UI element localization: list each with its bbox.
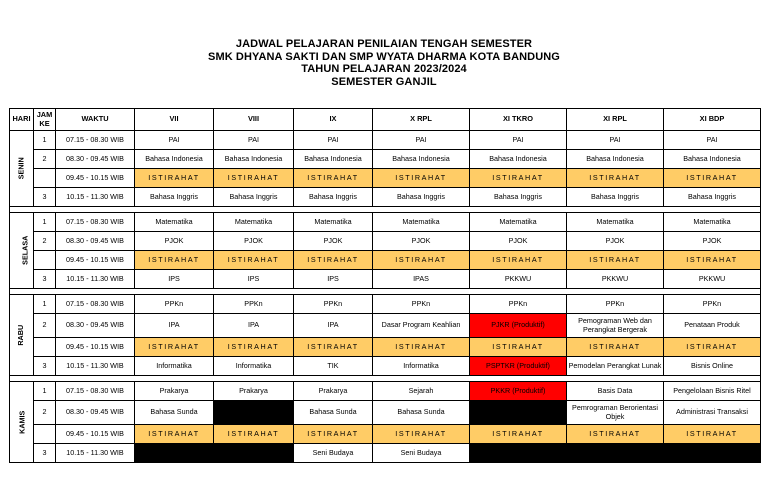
subject-cell: Basis Data [567,382,664,401]
subject-cell: Bahasa Inggris [214,188,294,207]
subject-cell: Bahasa Inggris [664,188,761,207]
jam-ke-cell: 2 [34,232,56,251]
break-cell: ISTIRAHAT [664,425,761,444]
subject-cell: PAI [470,131,567,150]
subject-cell: Administrasi Transaksi [664,401,761,425]
header-class-ix: IX [294,109,373,131]
break-row [10,169,761,188]
empty-cell [470,401,567,425]
jam-ke-cell: 2 [34,401,56,425]
break-cell: ISTIRAHAT [294,425,373,444]
jam-ke-cell: 3 [34,188,56,207]
subject-cell: PJOK [664,232,761,251]
subject-cell: Matematika [214,213,294,232]
subject-cell: PPKn [294,295,373,314]
subject-cell: Bahasa Indonesia [567,150,664,169]
jam-ke-cell: 2 [34,314,56,338]
subject-cell: Pengelolaan Bisnis Ritel [664,382,761,401]
break-row [10,425,761,444]
jam-ke-cell: 1 [34,295,56,314]
day-name: SELASA [20,235,30,266]
break-cell: ISTIRAHAT [373,169,470,188]
jam-ke-cell [34,169,56,188]
break-cell: ISTIRAHAT [567,169,664,188]
break-cell: ISTIRAHAT [664,251,761,270]
waktu-cell: 09.45 - 10.15 WIB [56,425,135,444]
subject-cell: Bahasa Indonesia [214,150,294,169]
subject-cell: Bahasa Indonesia [294,150,373,169]
productive-subject-cell: PJKR (Produktif) [470,314,567,338]
productive-subject-cell: PKKR (Produktif) [470,382,567,401]
break-cell: ISTIRAHAT [470,425,567,444]
subject-cell: PAI [214,131,294,150]
day-name: KAMIS [17,410,27,434]
subject-cell: IPS [294,270,373,289]
subject-cell: Matematika [664,213,761,232]
empty-cell [214,444,294,463]
day-name-cell [10,295,34,376]
waktu-cell: 08.30 - 09.45 WIB [56,314,135,338]
header-class-viii: VIII [214,109,294,131]
jam-ke-cell: 1 [34,131,56,150]
waktu-cell: 09.45 - 10.15 WIB [56,169,135,188]
subject-cell: Informatika [373,357,470,376]
table-row [10,444,761,463]
subject-cell: Bahasa Indonesia [135,150,214,169]
header-class-vii: VII [135,109,214,131]
header-class-xi-bdp: XI BDP [664,109,761,131]
waktu-cell: 09.45 - 10.15 WIB [56,338,135,357]
subject-cell: Pemograman Web dan Perangkat Bergerak [567,314,664,338]
subject-cell: Matematika [294,213,373,232]
subject-cell: Bisnis Online [664,357,761,376]
break-cell: ISTIRAHAT [214,338,294,357]
subject-cell: Matematika [373,213,470,232]
break-cell: ISTIRAHAT [135,251,214,270]
subject-cell: Prakarya [214,382,294,401]
subject-cell: Bahasa Inggris [567,188,664,207]
waktu-cell: 07.15 - 08.30 WIB [56,295,135,314]
schedule-body [10,131,761,463]
waktu-cell: 10.15 - 11.30 WIB [56,357,135,376]
subject-cell: PKKWU [664,270,761,289]
subject-cell: TIK [294,357,373,376]
header-class-xi-tkro: XI TKRO [470,109,567,131]
subject-cell: PAI [567,131,664,150]
jam-ke-cell: 3 [34,357,56,376]
subject-cell: PPKn [373,295,470,314]
break-cell: ISTIRAHAT [135,338,214,357]
jam-ke-cell [34,425,56,444]
subject-cell: Sejarah [373,382,470,401]
subject-cell: Bahasa Indonesia [664,150,761,169]
subject-cell: Prakarya [135,382,214,401]
subject-cell: PPKn [470,295,567,314]
subject-cell: Informatika [135,357,214,376]
subject-cell: Bahasa Inggris [470,188,567,207]
header-waktu: WAKTU [56,109,135,131]
schedule-table [9,108,761,463]
break-cell: ISTIRAHAT [470,251,567,270]
subject-cell: IPA [135,314,214,338]
title-line-4: SEMESTER GANJIL [331,75,437,88]
subject-cell: PPKn [214,295,294,314]
header-jam-ke: JAM KE [34,109,56,131]
waktu-cell: 10.15 - 11.30 WIB [56,270,135,289]
table-row [10,232,761,251]
subject-cell: IPA [294,314,373,338]
header-class-x-rpl: X RPL [373,109,470,131]
subject-cell: PJOK [567,232,664,251]
day-name-cell [10,213,34,289]
waktu-cell: 07.15 - 08.30 WIB [56,382,135,401]
header-hari: HARI [10,109,34,131]
break-cell: ISTIRAHAT [214,425,294,444]
subject-cell: Pemrograman Berorientasi Objek [567,401,664,425]
subject-cell: Seni Budaya [294,444,373,463]
empty-cell [567,444,664,463]
header-row [10,109,761,131]
subject-cell: PKKWU [470,270,567,289]
break-cell: ISTIRAHAT [470,169,567,188]
waktu-cell: 10.15 - 11.30 WIB [56,444,135,463]
jam-ke-cell [34,251,56,270]
day-name: SENIN [16,157,26,180]
break-cell: ISTIRAHAT [135,169,214,188]
waktu-cell: 07.15 - 08.30 WIB [56,131,135,150]
empty-cell [214,401,294,425]
title-line-2: SMK DHYANA SAKTI DAN SMP WYATA DHARMA KOTA BANDUNG [208,50,560,63]
break-cell: ISTIRAHAT [294,338,373,357]
empty-cell [664,444,761,463]
subject-cell: PJOK [294,232,373,251]
waktu-cell: 09.45 - 10.15 WIB [56,251,135,270]
break-cell: ISTIRAHAT [470,338,567,357]
subject-cell: PAI [373,131,470,150]
table-row [10,150,761,169]
document-title [0,38,768,88]
waktu-cell: 08.30 - 09.45 WIB [56,232,135,251]
subject-cell: PJOK [135,232,214,251]
subject-cell: IPAS [373,270,470,289]
subject-cell: Bahasa Sunda [135,401,214,425]
title-line-1: JADWAL PELAJARAN PENILAIAN TENGAH SEMESTER [235,38,533,50]
jam-ke-cell: 3 [34,270,56,289]
title-line-3: TAHUN PELAJARAN 2023/2024 [301,63,467,75]
subject-cell: Matematika [135,213,214,232]
subject-cell: PAI [135,131,214,150]
break-cell: ISTIRAHAT [214,169,294,188]
subject-cell: IPA [214,314,294,338]
subject-cell: PAI [664,131,761,150]
waktu-cell: 10.15 - 11.30 WIB [56,188,135,207]
subject-cell: Bahasa Sunda [373,401,470,425]
break-cell: ISTIRAHAT [373,251,470,270]
day-name-cell [10,382,34,463]
break-cell: ISTIRAHAT [294,251,373,270]
jam-ke-cell: 3 [34,444,56,463]
subject-cell: Bahasa Sunda [294,401,373,425]
subject-cell: IPS [214,270,294,289]
subject-cell: PJOK [470,232,567,251]
subject-cell: PPKn [567,295,664,314]
table-row [10,131,761,150]
break-cell: ISTIRAHAT [135,425,214,444]
break-cell: ISTIRAHAT [294,169,373,188]
jam-ke-cell [34,338,56,357]
jam-ke-cell: 1 [34,213,56,232]
subject-cell: Matematika [567,213,664,232]
break-cell: ISTIRAHAT [567,338,664,357]
subject-cell: Dasar Program Keahlian [373,314,470,338]
table-row [10,314,761,338]
day-name-cell [10,131,34,207]
subject-cell: Bahasa Inggris [373,188,470,207]
table-row [10,357,761,376]
empty-cell [470,444,567,463]
break-cell: ISTIRAHAT [373,425,470,444]
table-row [10,382,761,401]
subject-cell: PJOK [373,232,470,251]
subject-cell: PKKWU [567,270,664,289]
subject-cell: Matematika [470,213,567,232]
break-cell: ISTIRAHAT [664,338,761,357]
subject-cell: Prakarya [294,382,373,401]
subject-cell: Seni Budaya [373,444,470,463]
subject-cell: PAI [294,131,373,150]
waktu-cell: 08.30 - 09.45 WIB [56,150,135,169]
break-cell: ISTIRAHAT [373,338,470,357]
break-cell: ISTIRAHAT [567,251,664,270]
break-cell: ISTIRAHAT [664,169,761,188]
break-cell: ISTIRAHAT [214,251,294,270]
table-row [10,401,761,425]
subject-cell: IPS [135,270,214,289]
subject-cell: Bahasa Indonesia [373,150,470,169]
subject-cell: PPKn [135,295,214,314]
subject-cell: Bahasa Indonesia [470,150,567,169]
subject-cell: PPKn [664,295,761,314]
table-row [10,188,761,207]
waktu-cell: 08.30 - 09.45 WIB [56,401,135,425]
header-class-xi-rpl: XI RPL [567,109,664,131]
subject-cell: Informatika [214,357,294,376]
table-row [10,270,761,289]
break-cell: ISTIRAHAT [567,425,664,444]
day-name: RABU [16,324,26,346]
table-row [10,295,761,314]
table-row [10,213,761,232]
subject-cell: Bahasa Inggris [294,188,373,207]
subject-cell: Pemodelan Perangkat Lunak [567,357,664,376]
break-row [10,251,761,270]
break-row [10,338,761,357]
subject-cell: Bahasa Inggris [135,188,214,207]
empty-cell [135,444,214,463]
jam-ke-cell: 1 [34,382,56,401]
subject-cell: PJOK [214,232,294,251]
jam-ke-cell: 2 [34,150,56,169]
waktu-cell: 07.15 - 08.30 WIB [56,213,135,232]
productive-subject-cell: PSPTKR (Produktif) [470,357,567,376]
subject-cell: Penataan Produk [664,314,761,338]
